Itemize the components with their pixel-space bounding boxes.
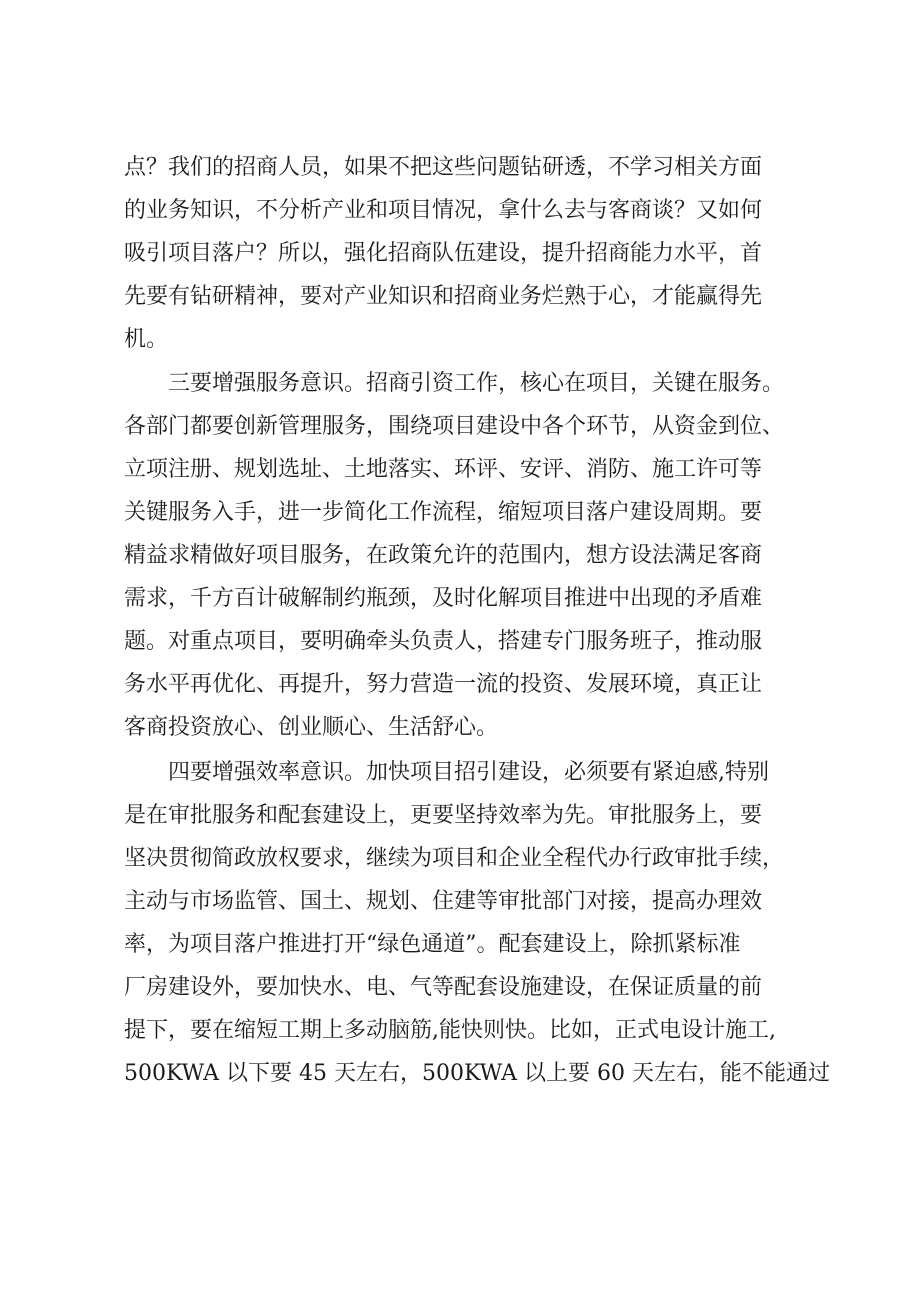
text-line: 关键服务入手，进一步简化工作流程，缩短项目落户建设周期。要 <box>124 500 763 525</box>
text-line: 主动与市场监管、国土、规划、住建等审批部门对接，提高办理效 <box>124 889 763 914</box>
text-line: 三要增强服务意识。招商引资工作，核心在项目，关键在服务。 <box>124 371 785 396</box>
text-line: 厂房建设外，要加快水、电、气等配套设施建设，在保证质量的前 <box>124 975 763 1000</box>
text-line: 四要增强效率意识。加快项目招引建设，必须要有紧迫感,特别 <box>124 760 769 785</box>
text-line: 提下，要在缩短工期上多动脑筋,能快则快。比如，正式电设计施工, <box>124 1018 776 1043</box>
text-line: 的业务知识，不分析产业和项目情况，拿什么去与客商谈？又如何 <box>124 198 763 223</box>
text-line: 各部门都要创新管理服务，围绕项目建设中各个环节，从资金到位、 <box>124 414 785 439</box>
text-line: 务水平再优化、再提升，努力营造一流的投资、发展环境，真正让 <box>124 672 763 697</box>
text-line: 是在审批服务和配套建设上，更要坚持效率为先。审批服务上，要 <box>124 803 763 828</box>
text-line: 需求，千方百计破解制约瓶颈，及时化解项目推进中出现的矛盾难 <box>124 586 763 611</box>
text-line: 机。 <box>124 327 169 352</box>
text-line: 先要有钻研精神，要对产业知识和招商业务烂熟于心，才能赢得先 <box>124 284 763 309</box>
text-line: 立项注册、规划选址、土地落实、环评、安评、消防、施工许可等 <box>124 457 763 482</box>
text-line: 率，为项目落户推进打开“绿色通道”。配套建设上，除抓紧标准 <box>124 932 741 957</box>
text-line: 500KWA 以下要 45 天左右，500KWA 以上要 60 天左右，能不能通过 <box>124 1061 831 1086</box>
text-line: 点？我们的招商人员，如果不把这些问题钻研透，不学习相关方面 <box>124 155 763 180</box>
text-line: 坚决贯彻简政放权要求，继续为项目和企业全程代办行政审批手续， <box>124 846 785 871</box>
paragraph-continuation <box>124 146 824 361</box>
text-line: 吸引项目落户？所以，强化招商队伍建设，提升招商能力水平，首 <box>124 241 763 266</box>
text-line: 题。对重点项目，要明确牵头负责人，搭建专门服务班子，推动服 <box>124 629 763 654</box>
paragraph-service-awareness <box>124 362 824 749</box>
paragraph-efficiency-awareness <box>124 751 831 1095</box>
text-line: 客商投资放心、创业顺心、生活舒心。 <box>124 715 499 740</box>
text-line: 精益求精做好项目服务，在政策允许的范围内，想方设法满足客商 <box>124 543 763 568</box>
